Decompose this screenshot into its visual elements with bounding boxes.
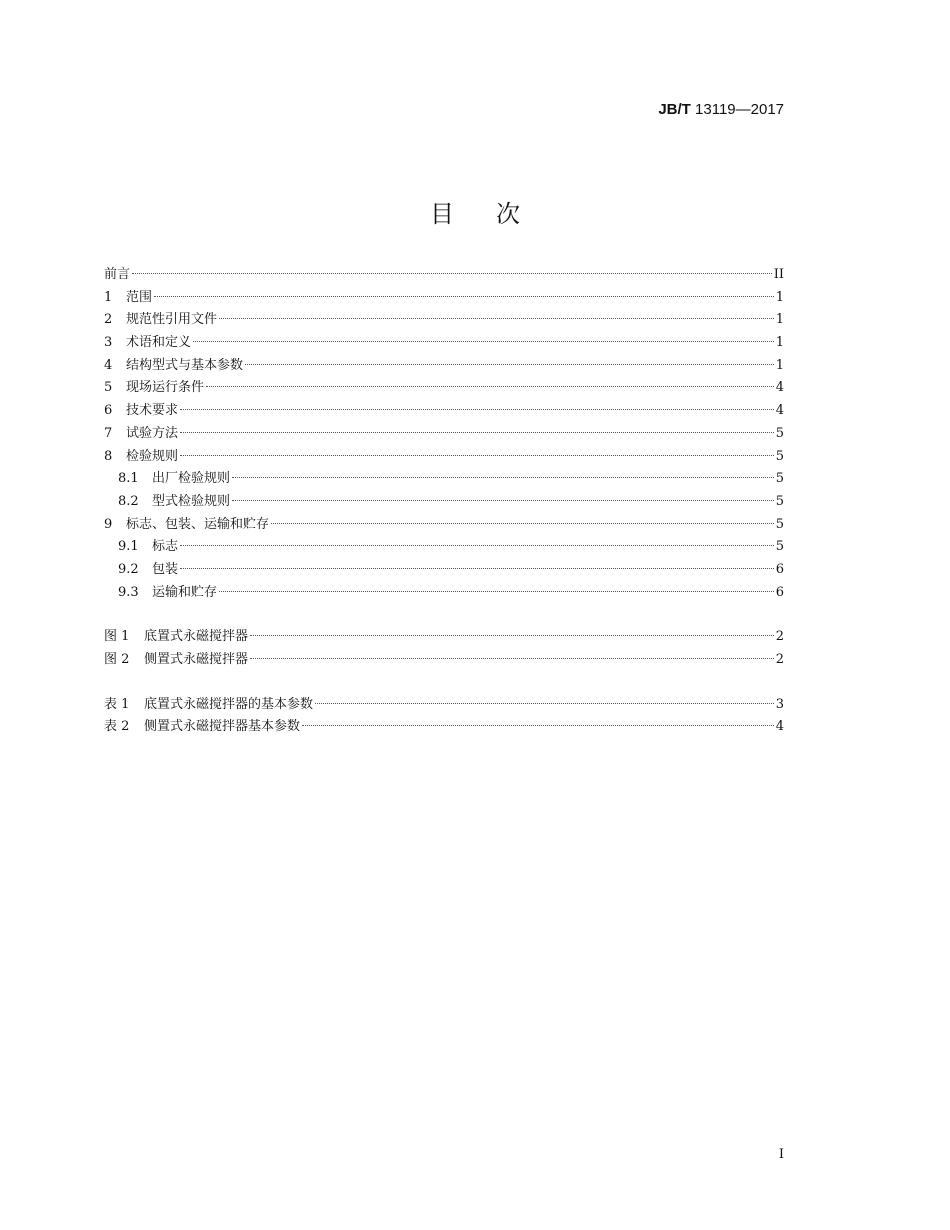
toc-entry-page: 5: [775, 471, 784, 487]
toc-entry-page: 5: [775, 448, 784, 464]
toc-subsection-entry[interactable]: [104, 491, 784, 514]
toc-entry-label: 规范性引用文件: [126, 312, 218, 328]
toc-dot-leader: [180, 455, 774, 456]
toc-entry-page: 1: [775, 335, 784, 351]
toc-dot-leader: [302, 725, 774, 726]
toc-entry-number: 3: [104, 335, 113, 351]
page-title: [0, 194, 950, 229]
toc-entry-page: 3: [775, 696, 784, 712]
toc-entry-page: 4: [775, 403, 784, 419]
toc-dot-leader: [315, 703, 774, 704]
toc-table-entry[interactable]: [104, 716, 784, 739]
toc-entry-number: 9.3: [118, 584, 139, 600]
toc-dot-leader: [232, 477, 774, 478]
toc-entry-number: 9.1: [118, 539, 139, 555]
toc-entry-label: 前言: [104, 267, 131, 282]
toc-entry-page: 5: [775, 539, 784, 555]
toc-dot-leader: [219, 591, 774, 592]
toc-dot-leader: [250, 635, 774, 636]
toc-entry-label: 试验方法: [126, 425, 179, 441]
toc-entry-label: 型式检验规则: [152, 493, 231, 509]
toc-entry-label: 标志、包装、运输和贮存: [126, 516, 270, 532]
toc-section-entry[interactable]: [104, 332, 784, 355]
toc-entry-label: 标志: [152, 539, 179, 555]
toc-entry-number: 8.2: [118, 493, 139, 509]
toc-subsection-entry[interactable]: [104, 582, 784, 605]
toc-dot-leader: [180, 568, 774, 569]
toc-entry-label: 现场运行条件: [126, 380, 205, 396]
toc-figure-entry[interactable]: [104, 626, 784, 649]
toc-dot-leader: [219, 318, 774, 319]
toc-entry-page: 1: [775, 289, 784, 305]
toc-tables: [104, 694, 784, 739]
toc-dot-leader: [180, 432, 774, 433]
toc-dot-leader: [232, 500, 774, 501]
toc-entry-page: 4: [775, 719, 784, 735]
standard-prefix: JB/T: [658, 101, 691, 118]
toc-entry-page: 5: [775, 493, 784, 509]
toc-entry-number: 表 1: [104, 696, 130, 712]
toc-dot-leader: [154, 296, 774, 297]
toc-entry-page: 1: [775, 357, 784, 373]
toc-entry-page: 6: [775, 561, 784, 577]
toc-entry-label: 包装: [152, 561, 179, 577]
toc-section-entry[interactable]: [104, 423, 784, 446]
toc-table-entry[interactable]: [104, 694, 784, 717]
toc-entry-page: 5: [775, 516, 784, 532]
toc-entry-label: 出厂检验规则: [152, 471, 231, 487]
toc-entry-page: 5: [775, 425, 784, 441]
toc-entry-page: 1: [775, 312, 784, 328]
toc-entry-number: 8.1: [118, 471, 139, 487]
toc-section-entry[interactable]: [104, 400, 784, 423]
toc-entry-number: 4: [104, 357, 113, 373]
toc-dot-leader: [180, 409, 774, 410]
toc-entry-label: 运输和贮存: [152, 584, 218, 600]
toc-dot-leader: [271, 523, 774, 524]
toc-section-entry[interactable]: [104, 377, 784, 400]
toc-entry-label: 底置式永磁搅拌器的基本参数: [144, 696, 314, 712]
toc-section-entry[interactable]: [104, 355, 784, 378]
toc-subsection-entry[interactable]: [104, 559, 784, 582]
toc-dot-leader: [132, 273, 772, 274]
toc-entry-page: 2: [775, 629, 784, 645]
toc-entry-number: 表 2: [104, 719, 130, 735]
toc-entry-page: 2: [775, 652, 784, 667]
toc-section-entry[interactable]: [104, 309, 784, 332]
toc-section-entry[interactable]: [104, 264, 784, 287]
toc-dot-leader: [206, 386, 774, 387]
toc-entry-page: 4: [775, 380, 784, 396]
toc-entry-label: 侧置式永磁搅拌器基本参数: [144, 719, 301, 735]
toc-entry-page: 6: [775, 584, 784, 600]
title-char-1: 目: [430, 200, 454, 228]
toc-dot-leader: [193, 341, 774, 342]
toc-entry-label: 技术要求: [126, 403, 179, 419]
toc-dot-leader: [245, 364, 774, 365]
toc-entry-label: 范围: [126, 289, 153, 305]
toc-entry-number: 9.2: [118, 561, 139, 577]
toc-entry-number: 6: [104, 403, 113, 419]
toc-subsection-entry[interactable]: [104, 536, 784, 559]
toc-entry-number: 图 1: [104, 629, 130, 645]
toc-entry-label: 结构型式与基本参数: [126, 357, 244, 373]
toc-entry-page: II: [773, 267, 784, 282]
toc-entry-number: 9: [104, 516, 113, 532]
toc-entry-label: 侧置式永磁搅拌器: [144, 652, 249, 667]
toc-entry-number: 2: [104, 312, 113, 328]
toc-entry-number: 5: [104, 380, 113, 396]
toc-dot-leader: [180, 545, 774, 546]
toc-entry-label: 术语和定义: [126, 335, 192, 351]
standard-code: [658, 101, 784, 118]
toc-subsection-entry[interactable]: [104, 468, 784, 491]
toc-figure-entry[interactable]: [104, 649, 784, 672]
toc-entry-label: 底置式永磁搅拌器: [144, 629, 249, 645]
toc-entry-number: 7: [104, 425, 113, 441]
page-number: I: [778, 1147, 784, 1162]
toc-entry-number: 1: [104, 289, 113, 305]
toc-entry-label: 检验规则: [126, 448, 179, 464]
standard-number: 13119—2017: [695, 101, 784, 118]
toc-entry-number: 8: [104, 448, 113, 464]
toc-section-entry[interactable]: [104, 287, 784, 310]
toc-figures: [104, 626, 784, 671]
toc-entry-number: 图 2: [104, 652, 130, 667]
toc-dot-leader: [250, 658, 774, 659]
toc-sections: [104, 264, 784, 604]
toc-section-entry[interactable]: [104, 446, 784, 469]
toc-section-entry[interactable]: [104, 514, 784, 537]
title-char-2: 次: [496, 200, 520, 228]
table-of-contents: [104, 264, 784, 739]
